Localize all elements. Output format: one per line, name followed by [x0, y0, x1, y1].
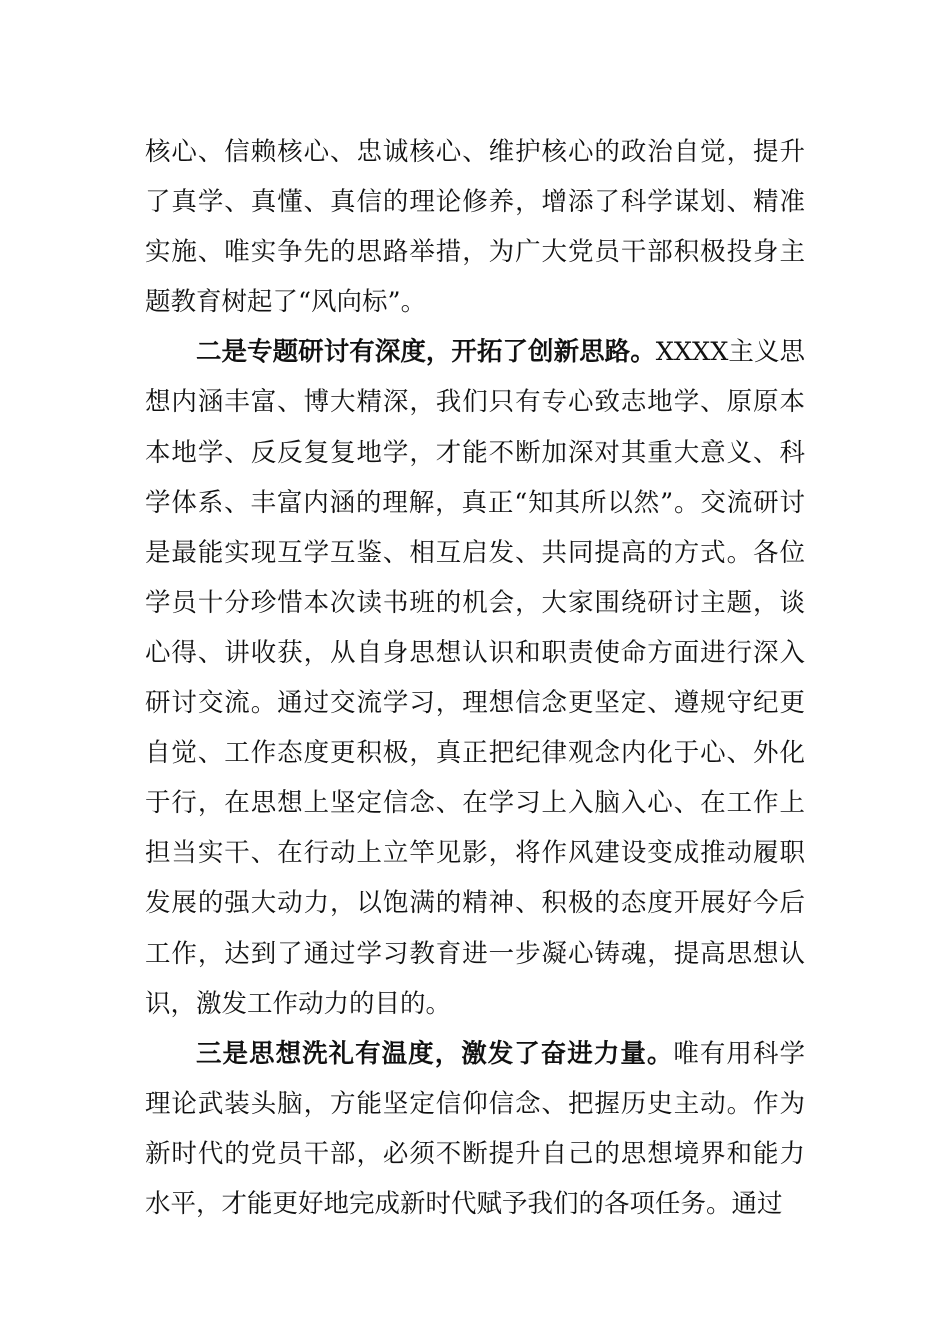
paragraph-body: XXXX主义思想内涵丰富、博大精深，我们只有专心致志地学、原原本本地学、反反复复地学，才能不断加深对其重大意义、科学体系、丰富内涵的理解，真正“知其所以然”。交流研讨是最能实现互学互鉴、相互启发、共同提高的方式。各位学员十分珍惜本次读书班的机会，大家围绕研讨主题，谈心得、讲收获，从自身思想认识和职责使命方面进行深入研讨交流。通过交流学习，理想信念更坚定、遵规守纪更自觉、工作态度更积极，真正把纪律观念内化于心、外化于行，在思想上坚定信念、在学习上入脑入心、在工作上担当实干、在行动上立竿见影，将作风建设变成推动履职发展的强大动力，以饱满的精神、积极的态度开展好今后工作，达到了通过学习教育进一步凝心铸魂，提高思想认识，激发工作动力的目的。 — [145, 337, 805, 1019]
document-body — [145, 127, 805, 1229]
paragraph-continuation — [145, 127, 805, 327]
section-two-heading: 二是专题研讨有深度，开拓了创新思路。 — [196, 337, 656, 368]
paragraph-body: 核心、信赖核心、忠诚核心、维护核心的政治自觉，提升了真学、真懂、真信的理论修养，增添了科学谋划、精准实施、唯实争先的思路举措，为广大党员干部积极投身主题教育树起了“风向标”。 — [145, 137, 805, 318]
paragraph-section-three — [145, 1029, 805, 1229]
paragraph-body: 唯有用科学理论武装头脑，方能坚定信仰信念、把握历史主动。作为新时代的党员干部，必须不断提升自己的思想境界和能力水平，才能更好地完成新时代赋予我们的各项任务。通过 — [145, 1038, 805, 1219]
section-three-heading: 三是思想洗礼有温度，激发了奋进力量。 — [196, 1038, 674, 1069]
paragraph-section-two — [145, 327, 805, 1028]
